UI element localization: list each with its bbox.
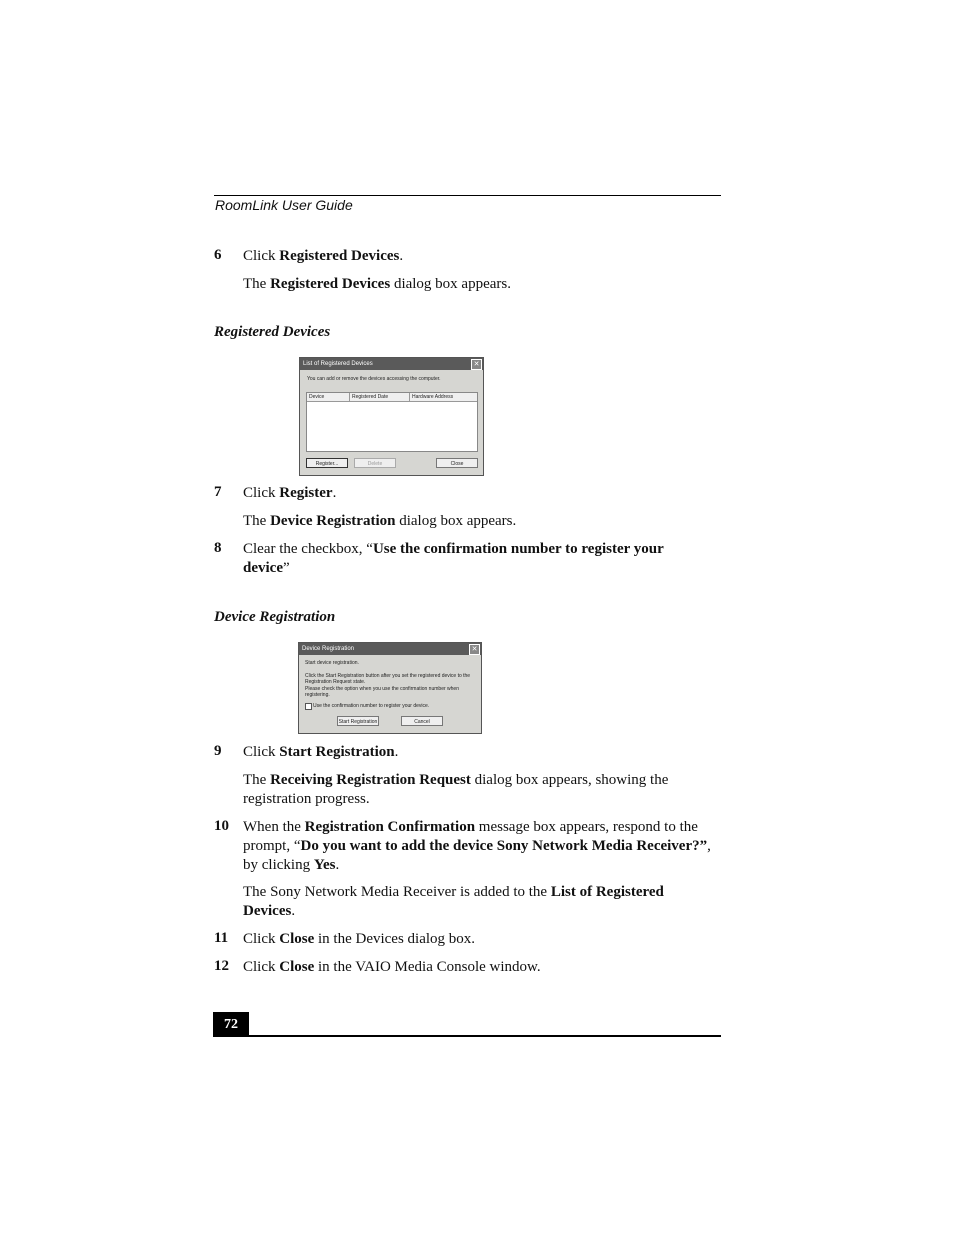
- step-number: 8: [214, 540, 222, 556]
- step-number: 10: [214, 818, 229, 834]
- register-button[interactable]: Register...: [306, 458, 348, 468]
- dialog-title: List of Registered Devices ✕: [300, 358, 483, 370]
- step-number: 9: [214, 743, 222, 759]
- delete-button[interactable]: Delete: [354, 458, 396, 468]
- cancel-button[interactable]: Cancel: [401, 716, 443, 726]
- list-header: [307, 393, 477, 402]
- header-rule: [214, 195, 721, 196]
- step-text: Click Register.: [243, 485, 337, 501]
- confirmation-checkbox[interactable]: [305, 703, 312, 710]
- close-icon[interactable]: ✕: [469, 644, 480, 655]
- column-registered-date: Registered Date: [350, 393, 410, 401]
- running-head: RoomLink User Guide: [215, 197, 353, 213]
- close-icon[interactable]: ✕: [471, 359, 482, 370]
- device-registration-dialog: [298, 642, 482, 734]
- footer-rule: [213, 1035, 721, 1037]
- step-number: 11: [214, 930, 229, 946]
- dialog-line: Please check the option when you use the confirmation number when registering.: [305, 686, 459, 698]
- dialog-line: Click the Start Registration button after you set the registered device to the Registration Request state.: [305, 673, 471, 685]
- step-text: Click Registered Devices.: [243, 248, 404, 264]
- step-result: The Receiving Registration Request dialog box appears, showing the registration progress.: [243, 772, 669, 807]
- page-number: 72: [213, 1012, 249, 1037]
- step-text: Clear the checkbox, “Use the confirmation number to register your device”: [243, 541, 664, 576]
- step-number: 7: [214, 484, 222, 500]
- step-number: 6: [214, 247, 222, 263]
- start-registration-button[interactable]: Start Registration: [337, 716, 379, 726]
- figure-caption: Device Registration: [214, 609, 336, 625]
- dialog-intro: You can add or remove the devices accessing the computer.: [307, 376, 441, 382]
- figure-caption: Registered Devices: [214, 324, 331, 340]
- step-text: Click Close in the VAIO Media Console window.: [243, 959, 541, 975]
- step-text: Click Close in the Devices dialog box.: [243, 931, 476, 947]
- step-result: The Registered Devices dialog box appears.: [243, 276, 511, 292]
- step-text: When the Registration Confirmation message box appears, respond to the prompt, “Do you want to add the device Sony Network Media Receiver?”, by clicking Yes.: [243, 819, 711, 873]
- registered-devices-dialog: [299, 357, 484, 476]
- dialog-title: Device Registration ✕: [299, 643, 481, 655]
- close-button[interactable]: Close: [436, 458, 478, 468]
- checkbox-label: Use the confirmation number to register your device.: [313, 703, 430, 709]
- device-list[interactable]: [306, 392, 478, 452]
- step-text: Click Start Registration.: [243, 744, 399, 760]
- step-number: 12: [214, 958, 229, 974]
- column-device: Device: [307, 393, 350, 401]
- step-result: The Device Registration dialog box appears.: [243, 513, 517, 529]
- column-hardware-address: Hardware Address: [412, 394, 454, 400]
- dialog-line: Start device registration.: [305, 660, 359, 666]
- step-result: The Sony Network Media Receiver is added to the List of Registered Devices.: [243, 884, 664, 919]
